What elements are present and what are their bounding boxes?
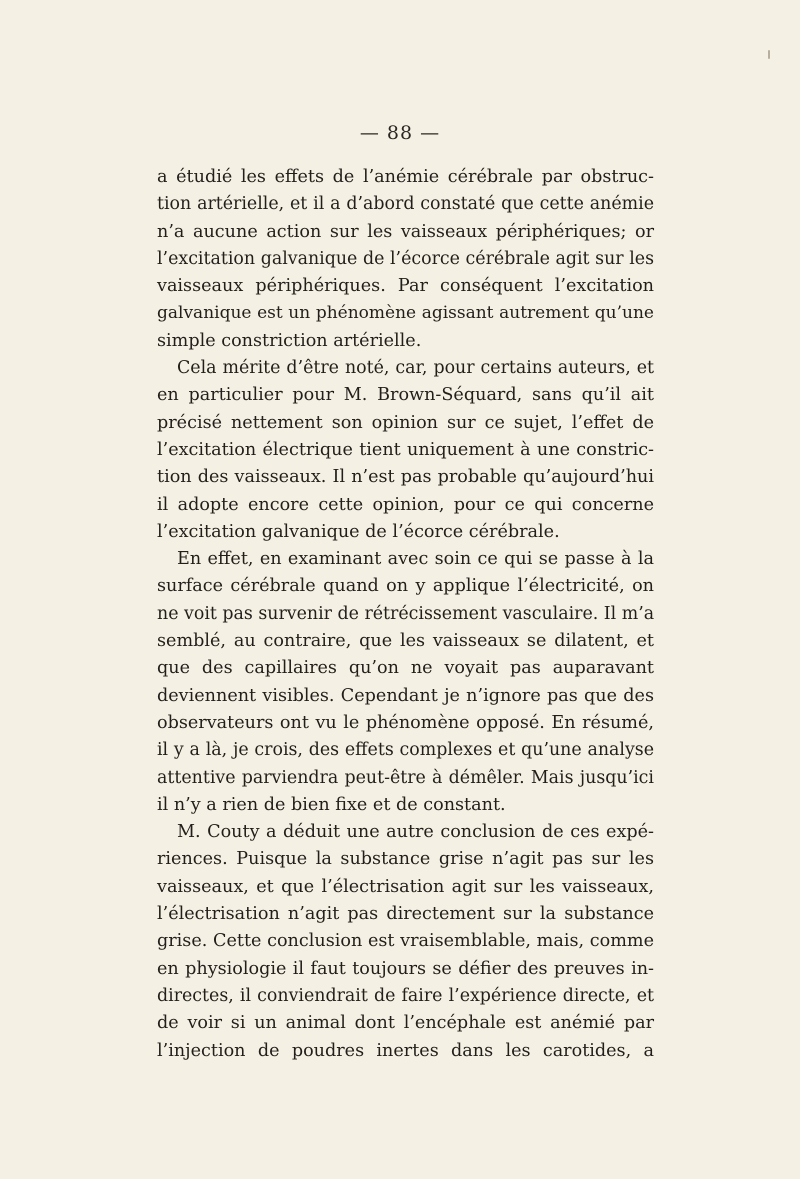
text-line: l’électrisation n’agit pas directement sur la substance [157,904,654,925]
text-line: M. Couty a déduit une autre conclusion de ces expé- [177,822,654,843]
text-line: ne voit pas survenir de rétrécissement vasculaire. Il m’a [157,603,655,624]
text-line: l’excitation galvanique de l’écorce cérébrale agit sur les [157,248,654,269]
text-line: il adopte encore cette opinion, pour ce qui concerne [157,494,654,515]
text-line: l’injection de poudres inertes dans les carotides, a [157,1040,654,1061]
text-line: que des capillaires qu’on ne voyait pas auparavant [157,658,654,679]
text-line: grise. Cette conclusion est vraisemblable, mais, comme [157,931,654,952]
text-line: semblé, au contraire, que les vaisseaux se dilatent, et [157,631,654,652]
text-line: Cela mérite d’être noté, car, pour certains auteurs, et [177,358,654,379]
text-line: simple constriction artérielle. [157,330,422,351]
text-line: l’excitation galvanique de l’écorce cérébrale. [157,521,560,542]
text-line: vaisseaux périphériques. Par conséquent l’excitation [157,276,654,297]
text-line: de voir si un animal dont l’encéphale est anémié par [157,1013,654,1034]
text-line: observateurs ont vu le phénomène opposé. En résumé, [157,712,654,733]
text-line: attentive parviendra peut-être à démêler. Mais jusqu’ici [157,767,654,788]
body-text [157,164,654,1065]
text-line: précisé nettement son opinion sur ce sujet, l’effet de [157,412,654,433]
text-line: surface cérébrale quand on y applique l’électricité, on [157,576,654,597]
paper-speck [768,50,770,59]
text-line: directes, il conviendrait de faire l’expérience directe, et [157,985,654,1006]
text-line: galvanique est un phénomène agissant autrement qu’une [157,303,654,324]
text-line: il y a là, je crois, des effets complexes et qu’une analyse [157,740,654,761]
text-line: en physiologie il faut toujours se défier des preuves in- [157,958,654,979]
text-line: vaisseaux, et que l’électrisation agit sur les vaisseaux, [157,876,654,897]
text-line: a étudié les effets de l’anémie cérébrale par obstruc- [157,167,654,187]
text-line: riences. Puisque la substance grise n’agit pas sur les [157,849,654,870]
page-number: — 88 — [359,122,441,144]
text-line: n’a aucune action sur les vaisseaux périphériques; or [157,221,654,242]
text-line: il n’y a rien de bien fixe et de constant. [157,794,506,815]
text-line: deviennent visibles. Cependant je n’ignore pas que des [157,685,654,706]
text-line: En effet, en examinant avec soin ce qui se passe à la [177,549,654,570]
text-line: en particulier pour M. Brown-Séquard, sans qu’il ait [157,385,654,406]
text-line: l’excitation électrique tient uniquement à une constric- [157,439,654,460]
text-line: tion artérielle, et il a d’abord constaté que cette anémie [157,194,654,215]
text-line: tion des vaisseaux. Il n’est pas probable qu’aujourd’hui [157,467,654,488]
